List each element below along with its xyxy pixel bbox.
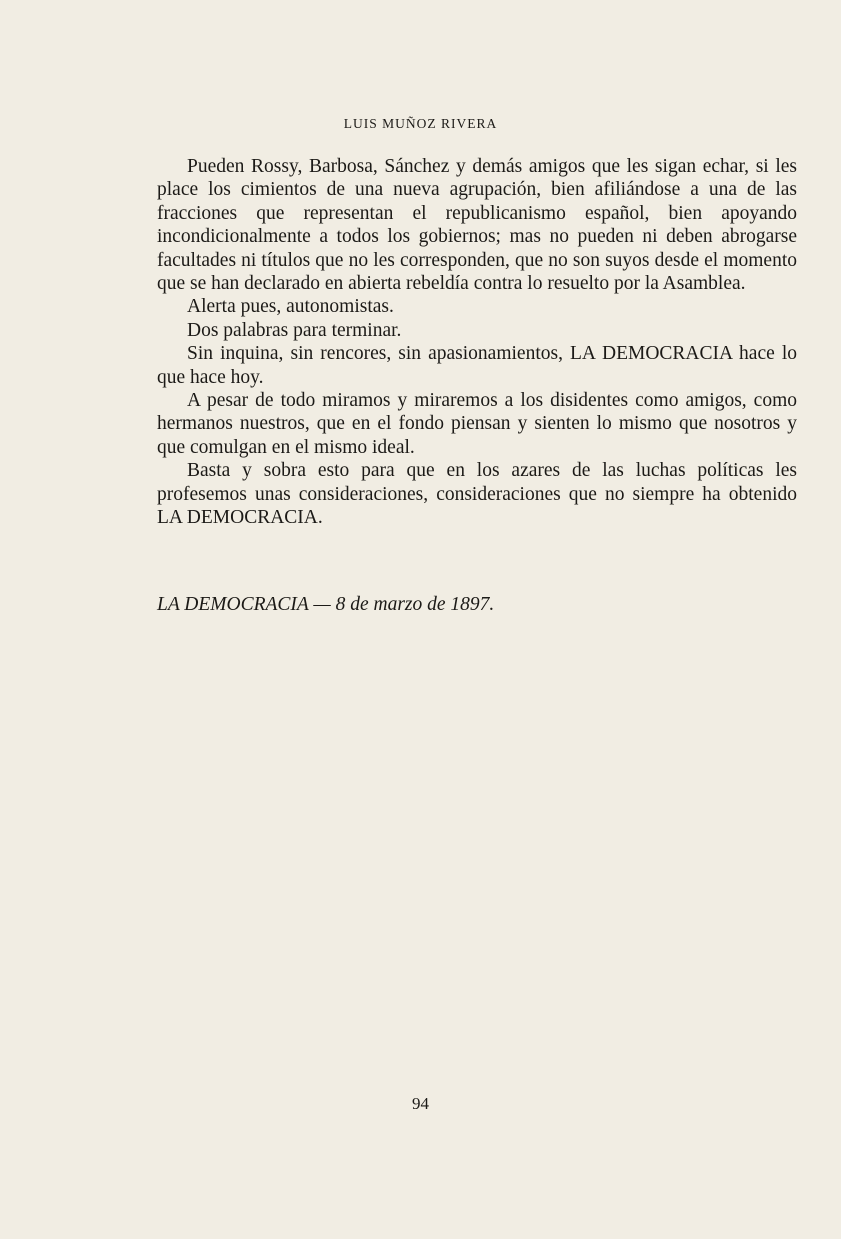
signature-line: LA DEMOCRACIA — 8 de marzo de 1897. [157,594,495,615]
paragraph: Pueden Rossy, Barbosa, Sánchez y demás amigos que les sigan echar, si les place los cimientos de una nueva agrupación, bien afiliándose a una de las fracciones que representan el republicanismo español, bien apoyando incondicionalmente a todos los gobiernos; mas no pueden ni deben abrogarse facultades ni títulos que no les corresponden, que no son suyos desde el momento que se han declarado en abierta rebeldía contra lo resuelto por la Asamblea. [157,156,797,295]
page-number: 94 [412,1094,429,1113]
paragraph: Basta y sobra esto para que en los azares de las luchas políticas les profesemos unas consideraciones, consideraciones que no siempre ha obtenido LA DEMOCRACIA. [157,460,797,529]
paragraph: Sin inquina, sin rencores, sin apasionamientos, LA DEMOCRACIA hace lo que hace hoy. [157,343,797,388]
paragraph: Alerta pues, autonomistas. [187,296,394,318]
paragraph: Dos palabras para terminar. [187,319,402,341]
paragraph: A pesar de todo miramos y miraremos a los disidentes como amigos, como hermanos nuestros, que en el fondo piensan y sienten lo mismo que nosotros y que comulgan en el mismo ideal. [157,390,797,458]
body-text [157,155,797,530]
running-header: LUIS MUÑOZ RIVERA [343,116,498,131]
